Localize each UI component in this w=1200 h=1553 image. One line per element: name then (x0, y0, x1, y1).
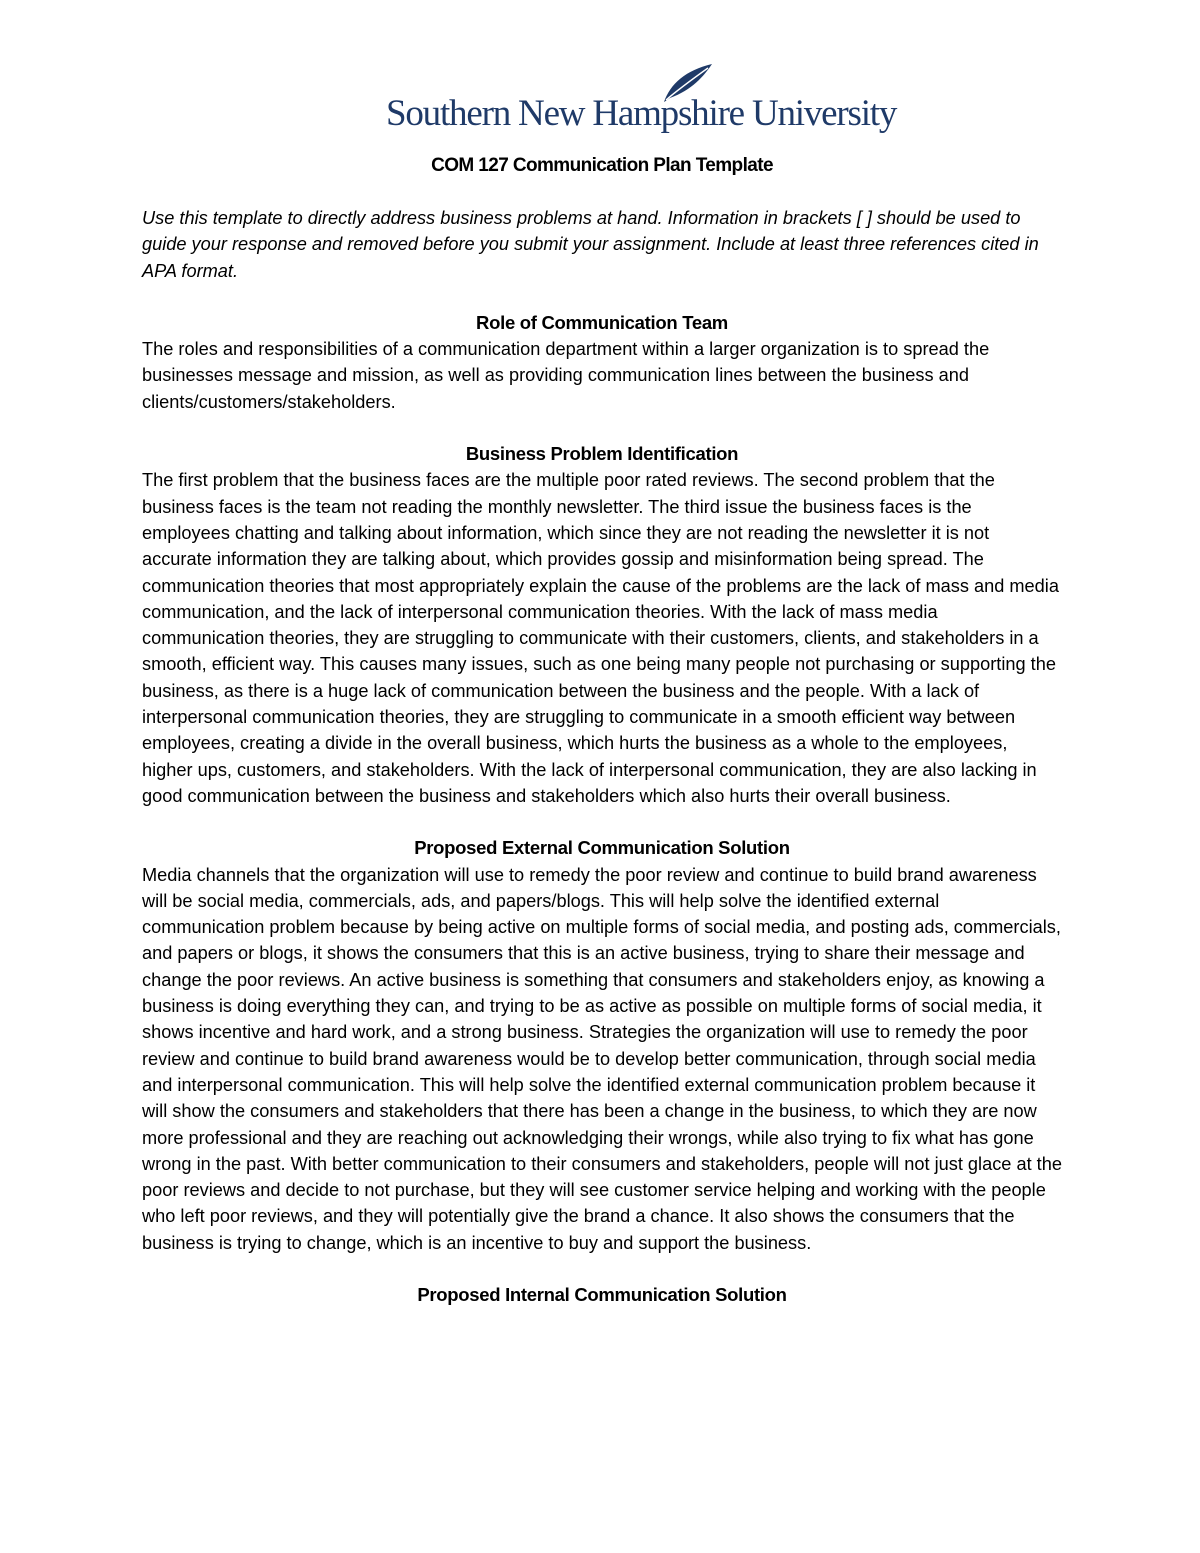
section-heading: Proposed External Communication Solution (414, 837, 790, 859)
document-title: COM 127 Communication Plan Template (431, 155, 773, 176)
section-heading: Business Problem Identification (465, 443, 739, 465)
section-body: Media channels that the organization will use to remedy the poor review and continue to build brand awareness will be social media, commercials, ads, and papers/blogs. This will help solve the identified external communication problem because by being active on multiple forms of social media, and posting ads, commercials, and papers or blogs, it shows the consumers that this is an active business, trying to share their message and change the poor reviews. An active business is something that consumers and stakeholders enjoy, as knowing a business is doing everything they can, and trying to be as active as possible on multiple forms of social media, it shows incentive and hard work, and a strong business. Strategies the organization will use to remedy the poor review and continue to build brand awareness would be to develop better communication, through social media and interpersonal communication. This will help solve the identified external communication problem because it will show the consumers and stakeholders that there has been a change in the business, to which they are now more professional and they are reaching out acknowledging their wrongs, while also trying to fix what has gone wrong in the past. With better communication to their consumers and stakeholders, people will not just glace at the poor reviews and decide to not purchase, but they will see customer service helping and working with the people who left poor reviews, and they will potentially give the brand a chance. It also shows the consumers that the business is trying to change, which is an incentive to buy and support the business. (142, 864, 1062, 1253)
section-internal-communication-solution (142, 1282, 1062, 1308)
section-external-communication-solution (142, 835, 1062, 1256)
section-heading: Role of Communication Team (476, 311, 728, 333)
template-instructions: Use this template to directly address business problems at hand. Information in brackets [ ] should be used to guide your response and removed before you submit your assignment. Include at least three references cited in APA format. (142, 208, 1039, 281)
section-business-problem-identification (142, 441, 1062, 809)
university-name: Southern New Hampshire University (386, 93, 897, 134)
section-heading: Proposed Internal Communication Solution (417, 1283, 787, 1305)
spacer (142, 415, 1062, 441)
spacer (142, 1256, 1062, 1282)
spacer (142, 284, 1062, 310)
spacer (142, 809, 1062, 835)
document-content (142, 150, 1062, 1308)
section-body: The roles and responsibilities of a communication department within a larger organization is to spread the businesses message and mission, as well as providing communication lines between the business and clients/customers/stakeholders. (142, 339, 990, 412)
university-logo (386, 62, 897, 142)
section-role-of-communication-team (142, 310, 1062, 415)
section-body: The first problem that the business faces are the multiple poor rated reviews. The second problem that the business faces is the team not reading the monthly newsletter. The third issue the business faces is the employees chatting and talking about information, which since they are not reading the newsletter it is not accurate information they are talking about, which provides gossip and misinformation being spread. The communication theories that most appropriately explain the cause of the problems are the lack of mass and media communication, and the lack of interpersonal communication theories. With the lack of mass media communication theories, they are struggling to communicate with their customers, clients, and stakeholders in a smooth, efficient way. This causes many issues, such as one being many people not purchasing or supporting the business, as there is a huge lack of communication between the business and the people. With a lack of interpersonal communication theories, they are struggling to communicate in a smooth efficient way between employees, creating a divide in the overall business, which hurts the business as a whole to the employees, higher ups, customers, and stakeholders. With the lack of interpersonal communication, they are also lacking in good communication between the business and stakeholders which also hurts their overall business. (142, 470, 1059, 806)
